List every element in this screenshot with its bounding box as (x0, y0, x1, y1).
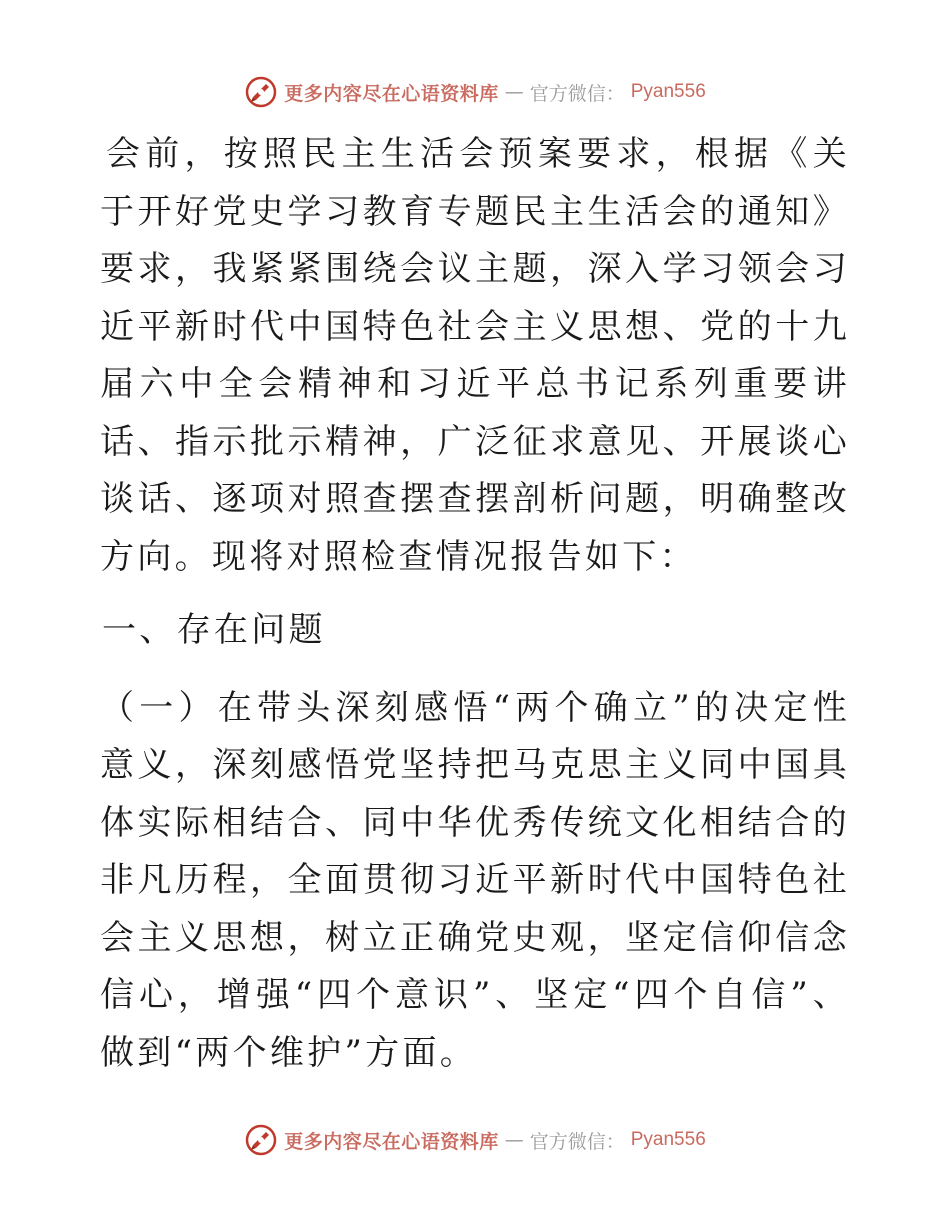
intro-paragraph: 会前，按照民主生活会预案要求，根据《关于开好党史学习教育专题民主生活会的通知》要求，我紧紧围绕会议主题，深入学习领会习近平新时代中国特色社会主义思想、党的十九届六中全会精神和习近平总书记系列重要讲话、指示批示精神，广泛征求意见、开展谈心谈话、逐项对照查摆查摆剖析问题，明确整改方向。现将对照检查情况报告如下： (100, 134, 850, 577)
subsection-paragraph: （一）在带头深刻感悟“两个确立”的决定性意义，深刻感悟党坚持把马克思主义同中国具体实际相结合、同中华优秀传统文化相结合的非凡历程，全面贯彻习近平新时代中国特色社会主义思想，树立正确党史观，坚定信仰信念信心，增强“四个意识”、坚定“四个自信”、做到“两个维护”方面。 (100, 687, 850, 1073)
header-wechat-id: Pyan556 (630, 81, 706, 102)
section-heading: 一、存在问题 (102, 610, 326, 650)
footer-brand-text: 更多内容尽在心语资料库 (284, 1130, 499, 1153)
footer-wechat-id: Pyan556 (630, 1129, 706, 1150)
document-body (100, 126, 850, 1082)
header-wechat-label: 官方微信： (529, 82, 625, 105)
footer-separator: — (504, 1129, 524, 1151)
brand-logo-icon (244, 75, 278, 109)
brand-logo-icon (244, 1123, 278, 1157)
footer-banner (0, 1120, 950, 1160)
header-separator: — (504, 81, 524, 103)
header-banner (0, 72, 950, 112)
header-brand-text: 更多内容尽在心语资料库 (284, 82, 499, 105)
footer-wechat-label: 官方微信： (529, 1130, 625, 1153)
